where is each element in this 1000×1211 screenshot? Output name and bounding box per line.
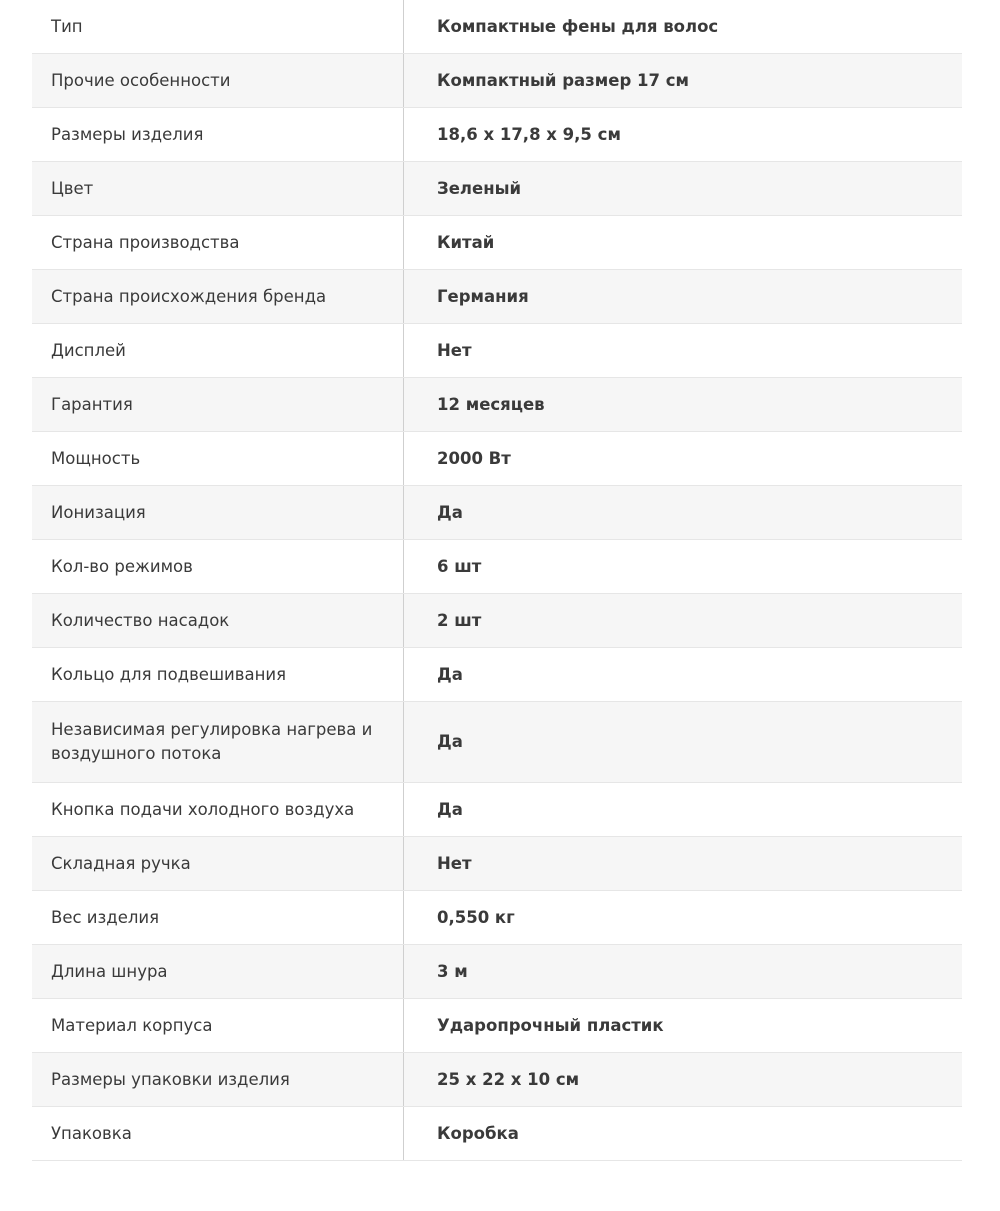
- spec-value: 6 шт: [437, 556, 482, 576]
- spec-row-power: [32, 432, 962, 486]
- spec-row-cord-length: [32, 945, 962, 999]
- spec-row-weight: [32, 891, 962, 945]
- spec-label: Количество насадок: [32, 594, 404, 647]
- spec-row-type: [32, 0, 962, 54]
- spec-row-packaging: [32, 1107, 962, 1161]
- spec-label: Размеры упаковки изделия: [32, 1053, 404, 1106]
- spec-value: Да: [437, 502, 463, 522]
- spec-row-ionization: [32, 486, 962, 540]
- spec-value: Компактные фены для волос: [437, 16, 719, 36]
- spec-label: Прочие особенности: [32, 54, 404, 107]
- spec-value: Нет: [437, 340, 472, 360]
- spec-label: Вес изделия: [32, 891, 404, 944]
- spec-value: 0,550 кг: [437, 907, 515, 927]
- spec-row-body-material: [32, 999, 962, 1053]
- spec-label: Материал корпуса: [32, 999, 404, 1052]
- spec-row-color: [32, 162, 962, 216]
- spec-label: Дисплей: [32, 324, 404, 377]
- spec-row-display: [32, 324, 962, 378]
- spec-value: Да: [437, 799, 463, 819]
- spec-label: Кол-во режимов: [32, 540, 404, 593]
- spec-label: Упаковка: [32, 1107, 404, 1160]
- specifications-table: [32, 0, 962, 1161]
- spec-row-warranty: [32, 378, 962, 432]
- spec-row-cool-shot-button: [32, 783, 962, 837]
- spec-label: Кольцо для подвешивания: [32, 648, 404, 701]
- spec-row-brand-country: [32, 270, 962, 324]
- spec-value: 2000 Вт: [437, 448, 511, 468]
- spec-value: 3 м: [437, 961, 468, 981]
- spec-row-country-of-manufacture: [32, 216, 962, 270]
- spec-label: Размеры изделия: [32, 108, 404, 161]
- spec-value: 18,6 x 17,8 x 9,5 см: [437, 124, 621, 144]
- spec-label: Складная ручка: [32, 837, 404, 890]
- spec-row-folding-handle: [32, 837, 962, 891]
- spec-row-modes-count: [32, 540, 962, 594]
- spec-row-other-features: [32, 54, 962, 108]
- spec-row-package-dimensions: [32, 1053, 962, 1107]
- spec-label: Страна производства: [32, 216, 404, 269]
- spec-label: Цвет: [32, 162, 404, 215]
- spec-label: Длина шнура: [32, 945, 404, 998]
- spec-label: Кнопка подачи холодного воздуха: [32, 783, 404, 836]
- spec-value: Коробка: [437, 1123, 519, 1143]
- spec-row-independent-control: [32, 702, 962, 783]
- spec-value: Да: [437, 732, 463, 751]
- spec-row-product-dimensions: [32, 108, 962, 162]
- spec-value: Нет: [437, 853, 472, 873]
- spec-value: Ударопрочный пластик: [437, 1015, 664, 1035]
- spec-value: Германия: [437, 286, 529, 306]
- spec-label: Независимая регулировка нагрева и воздушного потока: [32, 702, 404, 782]
- spec-value: 25 x 22 x 10 см: [437, 1069, 580, 1089]
- spec-label: Мощность: [32, 432, 404, 485]
- spec-label: Тип: [32, 0, 404, 53]
- spec-value: 2 шт: [437, 610, 482, 630]
- spec-row-attachments-count: [32, 594, 962, 648]
- spec-value: Китай: [437, 232, 495, 252]
- spec-label: Страна происхождения бренда: [32, 270, 404, 323]
- spec-value: Компактный размер 17 см: [437, 70, 689, 90]
- spec-label: Гарантия: [32, 378, 404, 431]
- spec-value: 12 месяцев: [437, 394, 545, 414]
- spec-label: Ионизация: [32, 486, 404, 539]
- spec-row-hanging-ring: [32, 648, 962, 702]
- spec-value: Зеленый: [437, 178, 522, 198]
- spec-value: Да: [437, 664, 463, 684]
